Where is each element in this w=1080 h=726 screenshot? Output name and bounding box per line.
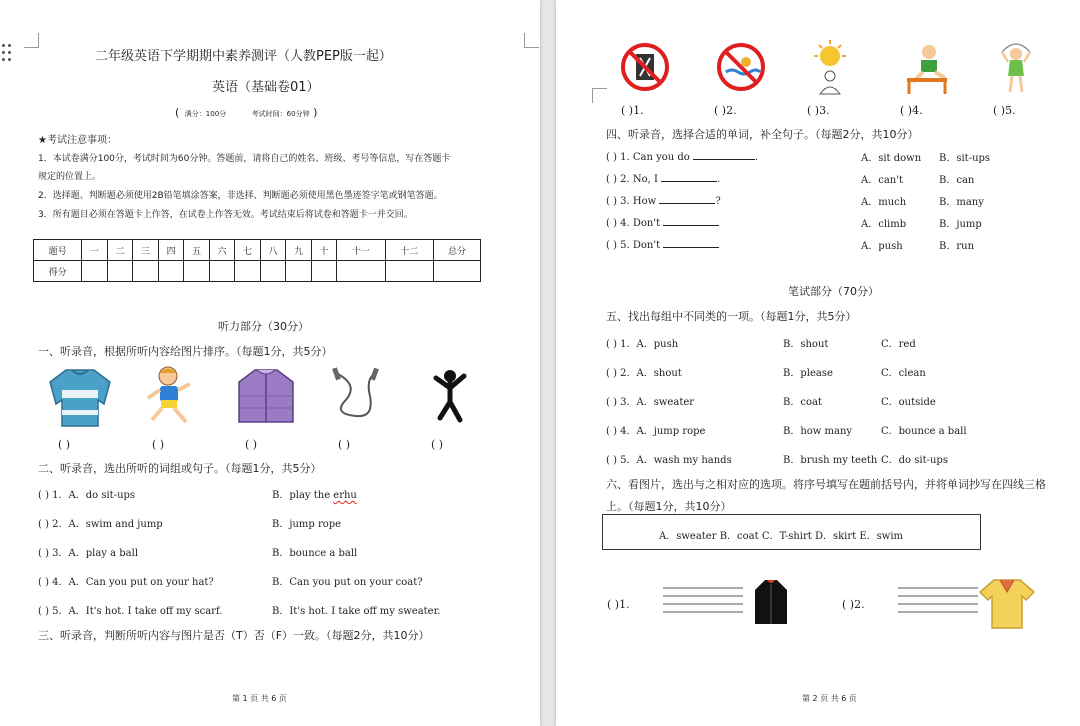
q3-answer-paren[interactable]: ( )5.	[993, 104, 1016, 117]
q2-item-b: B．Can you put on your coat?	[272, 577, 423, 588]
q4-item	[606, 215, 719, 229]
score-cell: 二	[107, 240, 132, 261]
q4-stem: ( ) 1. Can you do	[606, 152, 690, 163]
four-line-grid-2[interactable]	[898, 586, 982, 616]
q4-stem: ( ) 3. How	[606, 196, 657, 207]
q4-blank[interactable]	[659, 193, 715, 204]
listening-header: 听力部分（30分）	[218, 320, 309, 333]
hurdle-jump-picture	[901, 42, 953, 94]
black-coat-picture	[753, 576, 789, 628]
q5-item-a: ( ) 1．A．push	[606, 339, 679, 350]
score-input-cell[interactable]	[209, 261, 234, 282]
q2-item-a: ( ) 5．A．It's hot. I take off my scarf.	[38, 606, 223, 617]
score-cell: 七	[235, 240, 260, 261]
score-cell: 十一	[337, 240, 385, 261]
score-input-cell[interactable]	[286, 261, 311, 282]
q4-stem: ( ) 5. Don't	[606, 240, 661, 251]
writing-header: 笔试部分（70分）	[788, 285, 879, 298]
q2-b-text: B．play the	[272, 490, 334, 501]
score-cell: 十	[311, 240, 336, 261]
score-input-cell[interactable]	[184, 261, 209, 282]
q4-title: 四、听录音，选择合适的单词，补全句子。（每题2分，共10分）	[606, 128, 919, 141]
q4-option-b: B．jump	[939, 219, 982, 230]
q4-option-a: A．push	[861, 241, 903, 252]
score-cell: 五	[184, 240, 209, 261]
sweater-picture	[48, 364, 112, 430]
q2-item-a: ( ) 3．A．play a ball	[38, 548, 139, 559]
q4-blank[interactable]	[663, 237, 719, 248]
q5-title: 五、找出每组中不同类的一项。（每题1分，共5分）	[606, 310, 857, 323]
q3-answer-paren[interactable]: ( )2.	[714, 104, 737, 117]
q5-option-b: B．please	[783, 368, 833, 379]
sun-sitting-picture	[804, 40, 856, 96]
q4-option-b: B．sit-ups	[939, 153, 991, 164]
q1-answer-paren[interactable]: ( )	[152, 438, 165, 451]
q2-b-word: erhu	[333, 490, 357, 501]
q3-answer-paren[interactable]: ( )4.	[900, 104, 923, 117]
q4-blank[interactable]	[661, 171, 717, 182]
page-footer: 第 2 页 共 6 页	[802, 694, 857, 703]
q6-title-line1: 六、看图片，选出与之相对应的选项。将序号填写在题前括号内，并将单词抄写在四线三格	[606, 478, 1046, 491]
page-corner-mark	[592, 88, 607, 103]
score-input-cell[interactable]	[235, 261, 260, 282]
coat-picture	[235, 366, 297, 428]
q5-option-c: C．clean	[881, 368, 926, 379]
q2-title: 二、听录音，选出所听的词组或句子。（每题1分，共5分）	[38, 462, 322, 475]
q4-blank[interactable]	[663, 215, 719, 226]
q1-title: 一、听录音，根据所听内容给图片排序。（每题1分，共5分）	[38, 345, 333, 358]
jump-rope-girl-picture	[996, 40, 1036, 96]
q4-punct: ?	[715, 196, 721, 207]
notice-line: 规定的位置上。	[38, 172, 102, 182]
running-boy-picture	[144, 364, 200, 430]
score-cell: 总分	[434, 240, 481, 261]
q5-option-b: B．shout	[783, 339, 829, 350]
q6-options-box	[602, 514, 981, 550]
score-input-cell[interactable]	[311, 261, 336, 282]
q2-item-b: B．jump rope	[272, 519, 342, 530]
notice-title: ★考试注意事项：	[38, 135, 117, 146]
q3-answer-paren[interactable]: ( )1.	[621, 104, 644, 117]
q4-stem: ( ) 2. No, I	[606, 174, 658, 185]
q4-option-a: A．can't	[861, 175, 903, 186]
page-corner-mark	[24, 33, 39, 48]
page-footer: 第 1 页 共 6 页	[232, 694, 287, 703]
q1-answer-paren[interactable]: ( )	[245, 438, 258, 451]
q5-item-a: ( ) 2．A．shout	[606, 368, 682, 379]
q4-punct: .	[717, 174, 721, 185]
q5-option-c: C．outside	[881, 397, 936, 408]
score-cell: 得分	[34, 261, 82, 282]
q4-blank[interactable]	[693, 149, 755, 160]
meta-close: )	[313, 106, 318, 119]
no-climbing-sign-picture	[620, 42, 670, 92]
page-title: 二年级英语下学期期中素养测评（人教PEP版一起）	[95, 49, 392, 64]
q1-answer-paren[interactable]: ( )	[58, 438, 71, 451]
q4-item	[606, 237, 719, 251]
q4-stem: ( ) 4. Don't	[606, 218, 661, 229]
meta-open: (	[175, 106, 180, 119]
score-cell: 十二	[385, 240, 433, 261]
score-table-score-row	[34, 261, 481, 282]
q3-title: 三、听录音，判断所听内容与图片是否（T）否（F）一致。（每题2分，共10分）	[38, 629, 430, 642]
score-input-cell[interactable]	[337, 261, 385, 282]
q6-answer-paren[interactable]: ( )2.	[842, 598, 865, 611]
q1-answer-paren[interactable]: ( )	[338, 438, 351, 451]
score-input-cell[interactable]	[107, 261, 132, 282]
q6-title-line2: 上。（每题1分，共10分）	[606, 500, 732, 513]
q1-answer-paren[interactable]: ( )	[431, 438, 444, 451]
score-cell: 三	[133, 240, 158, 261]
jumping-figure-picture	[430, 366, 470, 428]
drag-handle-icon[interactable]	[2, 44, 14, 64]
q2-item-a: ( ) 1．A．do sit-ups	[38, 490, 136, 501]
score-input-cell[interactable]	[434, 261, 481, 282]
q5-option-b: B．brush my teeth	[783, 455, 878, 466]
score-input-cell[interactable]	[82, 261, 107, 282]
exam-meta	[175, 106, 317, 119]
no-swimming-sign-picture	[716, 42, 766, 92]
meta-score: 满分：100分	[184, 110, 227, 118]
q6-answer-paren[interactable]: ( )1.	[607, 598, 630, 611]
score-input-cell[interactable]	[385, 261, 433, 282]
q4-option-a: A．sit down	[861, 153, 922, 164]
score-input-cell[interactable]	[260, 261, 285, 282]
q5-option-c: C．bounce a ball	[881, 426, 967, 437]
notice-line: 1．本试卷满分100分，考试时间为60分钟。答题前，请将自己的姓名、班级、考号等信息，写在答题卡	[38, 154, 451, 164]
score-table-header-row	[34, 240, 481, 261]
score-table	[33, 239, 481, 282]
q4-item	[606, 193, 721, 207]
q6-options: A．sweater B．coat C．T-shirt D．skirt E．swim	[659, 531, 904, 542]
q5-item-a: ( ) 4．A．jump rope	[606, 426, 706, 437]
page-corner-mark	[524, 33, 539, 48]
q5-option-c: C．red	[881, 339, 916, 350]
q2-item-b: B．It's hot. I take off my sweater.	[272, 606, 441, 617]
q4-punct: .	[755, 152, 759, 163]
score-cell: 八	[260, 240, 285, 261]
q5-item-a: ( ) 3．A．sweater	[606, 397, 695, 408]
q4-option-a: A．climb	[861, 219, 907, 230]
q2-item-a: ( ) 4．A．Can you put on your hat?	[38, 577, 214, 588]
yellow-t-shirt-picture	[978, 578, 1036, 630]
q5-option-b: B．how many	[783, 426, 853, 437]
q4-option-b: B．many	[939, 197, 984, 208]
score-cell: 六	[209, 240, 234, 261]
q4-item	[606, 149, 758, 163]
q5-option-b: B．coat	[783, 397, 822, 408]
q4-option-a: A．much	[861, 197, 907, 208]
score-input-cell[interactable]	[158, 261, 183, 282]
page-subtitle: 英语（基础卷01）	[212, 80, 320, 95]
notice-line: 3．所有题目必须在答题卡上作答，在试卷上作答无效。考试结束后将试卷和答题卡一并交回。	[38, 210, 413, 220]
q5-option-c: C．do sit-ups	[881, 455, 948, 466]
q4-option-b: B．run	[939, 241, 975, 252]
q5-item-a: ( ) 5．A．wash my hands	[606, 455, 732, 466]
score-cell: 九	[286, 240, 311, 261]
jump-rope-picture	[330, 366, 380, 426]
score-cell: 一	[82, 240, 107, 261]
q3-answer-paren[interactable]: ( )3.	[807, 104, 830, 117]
score-cell: 题号	[34, 240, 82, 261]
q4-item	[606, 171, 720, 185]
four-line-grid-1[interactable]	[663, 586, 747, 616]
q2-item-a: ( ) 2．A．swim and jump	[38, 519, 163, 530]
q4-option-b: B．can	[939, 175, 975, 186]
q2-item-b: B．bounce a ball	[272, 548, 358, 559]
notice-line: 2．选择题、判断题必须使用2B铅笔填涂答案，非选择、判断题必须使用黑色墨迹签字笔或钢笔答题。	[38, 191, 443, 201]
q2-item-b	[272, 486, 357, 501]
meta-time: 考试时间：60分钟	[251, 110, 310, 118]
score-cell: 四	[158, 240, 183, 261]
score-input-cell[interactable]	[133, 261, 158, 282]
